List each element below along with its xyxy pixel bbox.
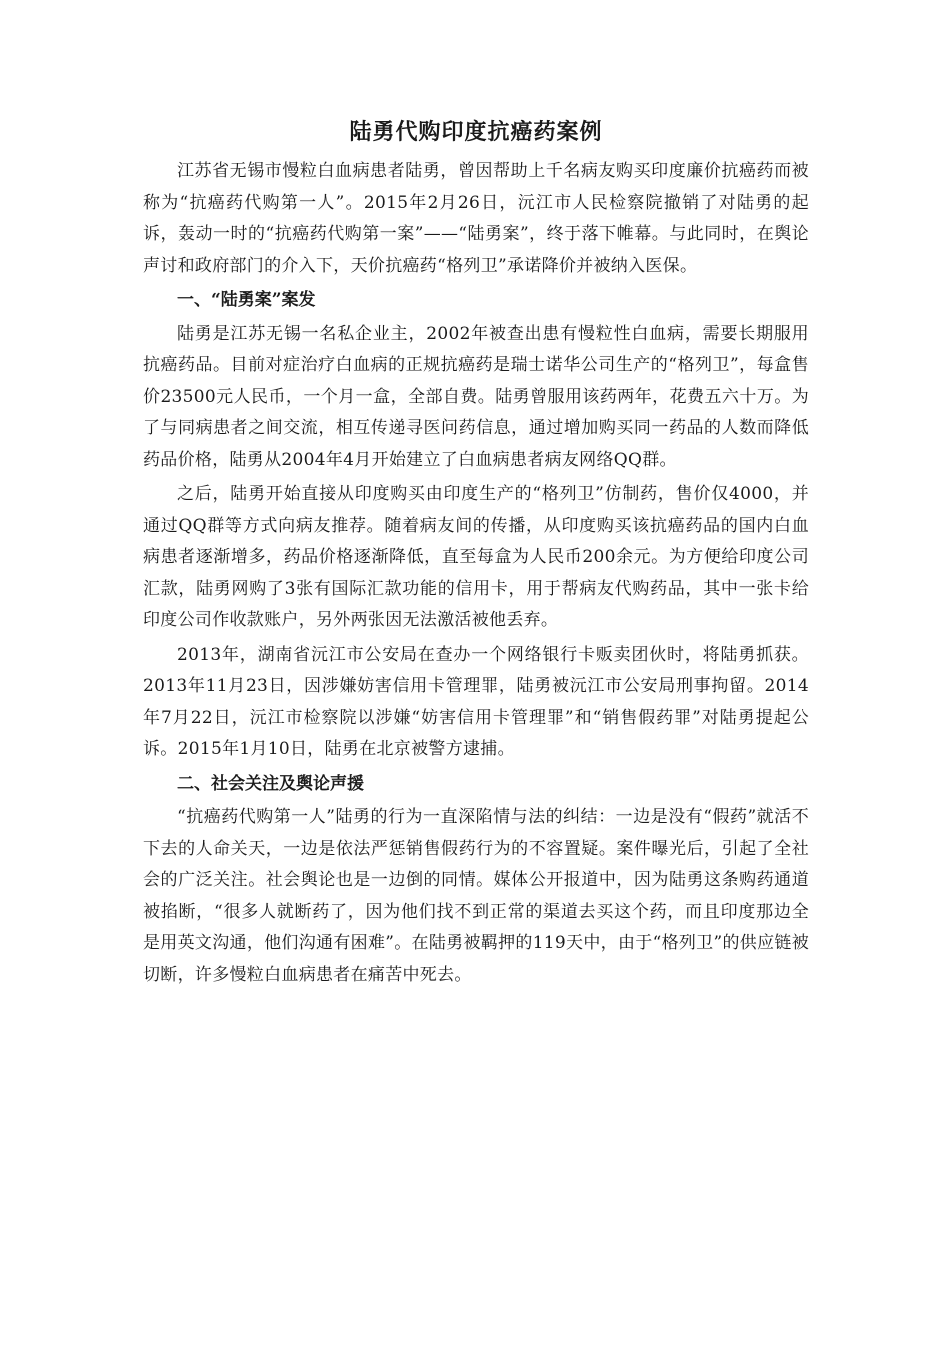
case-paragraph-3: 2013年，湖南省沅江市公安局在查办一个网络银行卡贩卖团伙时，将陆勇抓获。2013年11月23日，因涉嫌妨害信用卡管理罪，陆勇被沅江市公安局刑事拘留。2014年7月22日，沅江市检察院以涉嫌“妨害信用卡管理罪”和“销售假药罪”对陆勇提起公诉。2015年1月10日，陆勇在北京被警方逮捕。: [143, 644, 809, 759]
case-paragraph-2: 之后，陆勇开始直接从印度购买由印度生产的“格列卫”仿制药，售价仅4000，并通过QQ群等方式向病友推荐。随着病友间的传播，从印度购买该抗癌药品的国内白血病患者逐渐增多，药品价格逐渐降低，直至每盒为人民币200余元。为方便给印度公司汇款，陆勇网购了3张有国际汇款功能的信用卡，用于帮病友代购药品，其中一张卡给印度公司作收款账户，另外两张因无法激活被他丢弃。: [143, 484, 809, 630]
section-heading-public-attention: 二、社会关注及舆论声援: [177, 773, 364, 794]
section-heading-case: 一、“陆勇案”案发: [177, 290, 316, 310]
public-attention-paragraph-1: “抗癌药代购第一人”陆勇的行为一直深陷情与法的纠结：一边是没有“假药”就活不下去的人命关天，一边是依法严惩销售假药行为的不容置疑。案件曝光后，引起了全社会的广泛关注。社会舆论也是一边倒的同情。媒体公开报道中，因为陆勇这条购药通道被掐断，“很多人就断药了，因为他们找不到正常的渠道去买这个药，而且印度那边全是用英文沟通，他们沟通有困难”。在陆勇被羁押的119天中，由于“格列卫”的供应链被切断，许多慢粒白血病患者在痛苦中死去。: [143, 807, 809, 985]
document-page: [143, 112, 809, 991]
document-title: 陆勇代购印度抗癌药案例: [349, 119, 603, 145]
intro-paragraph: 江苏省无锡市慢粒白血病患者陆勇，曾因帮助上千名病友购买印度廉价抗癌药而被称为“抗癌药代购第一人”。2015年2月26日，沅江市人民检察院撤销了对陆勇的起诉，轰动一时的“抗癌药代购第一案”——“陆勇案”，终于落下帷幕。与此同时，在舆论声讨和政府部门的介入下，天价抗癌药“格列卫”承诺降价并被纳入医保。: [143, 161, 809, 276]
case-paragraph-1: 陆勇是江苏无锡一名私企业主，2002年被查出患有慢粒性白血病，需要长期服用抗癌药品。目前对症治疗白血病的正规抗癌药是瑞士诺华公司生产的“格列卫”，每盒售价23500元人民币，一个月一盒，全部自费。陆勇曾服用该药两年，花费五六十万。为了与同病患者之间交流，相互传递寻医问药信息，通过增加购买同一药品的人数而降低药品价格，陆勇从2004年4月开始建立了白血病患者病友网络QQ群。: [143, 323, 809, 470]
